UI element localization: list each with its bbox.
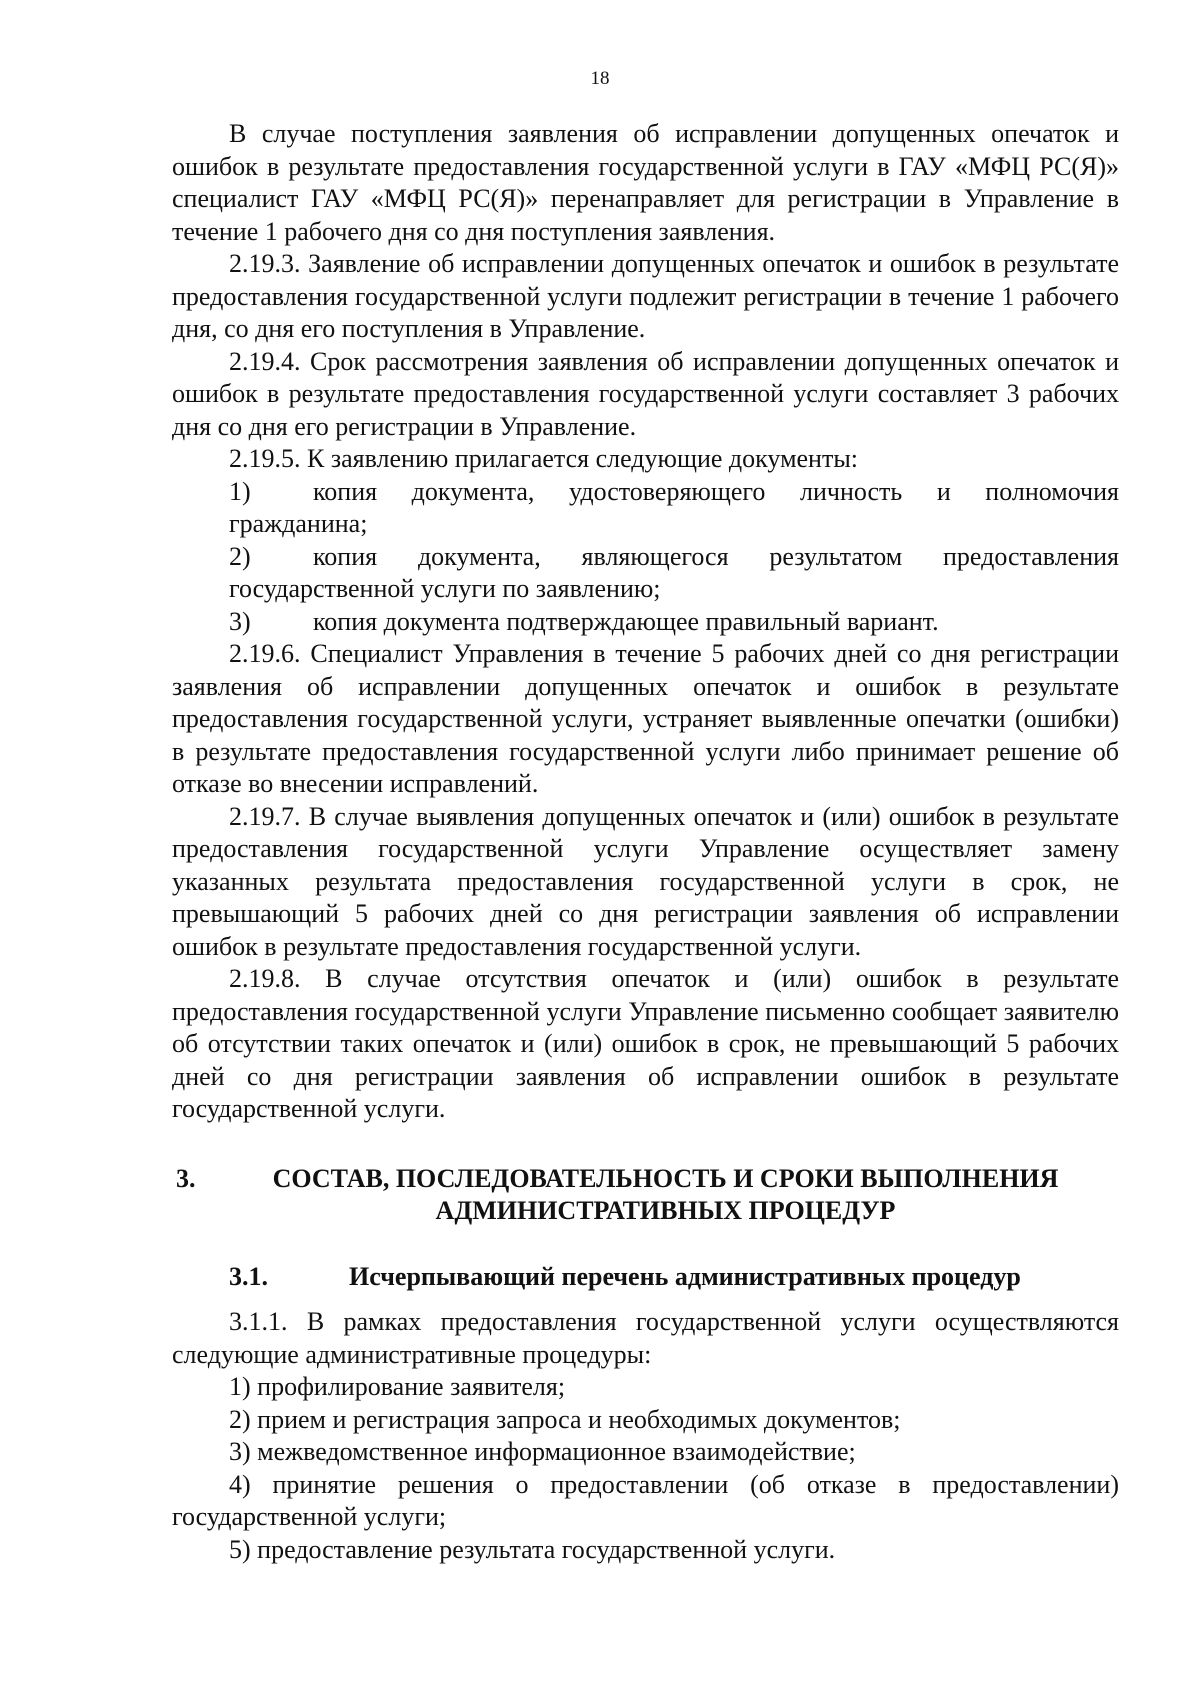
list-item-continuation: гражданина; [229,509,368,538]
paragraph-2-19-6: 2.19.6. Специалист Управления в течение 5 рабочих дней со дня регистрации заявления об исправлении допущенных опечаток и ошибок в результате предоставления государственной услуги, устраняет выявленные опечатки (ошибки) в результате предоставления государственной услуги либо принимает решение об отказе во внесении исправлений. [172,639,1119,798]
list-item [172,476,1119,509]
paragraph-2-19-8: 2.19.8. В случае отсутствия опечаток и (или) ошибок в результате предоставления государственной услуги Управление письменно сообщает заявителю об отсутствии таких опечаток и (или) ошибок в срок, не превышающий 5 рабочих дней со дня регистрации заявления об исправлении ошибок в результате государственной услуги. [172,964,1119,1123]
list-item-text: копия документа, являющегося результатом предоставления [313,541,1119,571]
list-item [172,541,1119,574]
page-number: 18 [590,68,610,89]
list-item-marker: 3) [229,606,251,636]
procedure-item: 2) прием и регистрация запроса и необходимых документов; [229,1404,901,1434]
paragraph-2-19-4: 2.19.4. Срок рассмотрения заявления об исправлении допущенных опечаток и ошибок в результате предоставления государственной услуги составляет 3 рабочих дня со дня его регистрации в Управление. [172,346,1119,441]
section-title: СОСТАВ, ПОСЛЕДОВАТЕЛЬНОСТЬ И СРОКИ ВЫПОЛНЕНИЯ АДМИНИСТРАТИВНЫХ ПРОЦЕДУР [272,1164,1059,1225]
procedure-item: 5) предоставление результата государственной услуги. [229,1534,836,1564]
list-item-marker: 1) [229,476,251,506]
paragraph-3-1-1: 3.1.1. В рамках предоставления государственной услуги осуществляются следующие административные процедуры: [172,1307,1119,1369]
list-item-marker: 2) [229,541,251,571]
subsection-title: Исчерпывающий перечень административных процедур [349,1262,1021,1291]
list-item-text: копия документа подтверждающее правильный вариант. [313,606,939,636]
paragraph-2-19-7: 2.19.7. В случае выявления допущенных опечаток и (или) ошибок в результате предоставления государственной услуги Управление осуществляет замену указанных результата предоставления государственной услуги в срок, не превышающий 5 рабочих дней со дня регистрации заявления об исправлении ошибок в результате предоставления государственной услуги. [172,801,1119,961]
procedure-item: 1) профилирование заявителя; [229,1372,566,1401]
subsection-number: 3.1. [229,1262,268,1291]
section-heading [172,1163,1119,1227]
procedure-item: 3) межведомственное информационное взаимодействие; [229,1437,856,1466]
body-text-upper [172,118,1119,1126]
procedure-item: 4) принятие решения о предоставлении (об отказе в предоставлении) государственной услуги; [172,1469,1119,1531]
list-item-continuation: государственной услуги по заявлению; [229,574,661,603]
body-text-lower [172,1306,1119,1566]
paragraph-2-19-3: 2.19.3. Заявление об исправлении допущенных опечаток и ошибок в результате предоставления государственной услуги подлежит регистрации в течение 1 рабочего дня, со дня его поступления в Управление. [172,249,1119,343]
list-item [172,606,1119,639]
paragraph: В случае поступления заявления об исправлении допущенных опечаток и ошибок в результате предоставления государственной услуги в ГАУ «МФЦ РС(Я)» специалист ГАУ «МФЦ РС(Я)» перенаправляет для регистрации в Управление в течение 1 рабочего дня со дня поступления заявления. [172,119,1119,246]
list-item-text: копия документа, удостоверяющего личность и полномочия [313,476,1119,506]
section-number: 3. [176,1164,196,1193]
paragraph-2-19-5: 2.19.5. К заявлению прилагается следующие документы: [229,444,859,473]
